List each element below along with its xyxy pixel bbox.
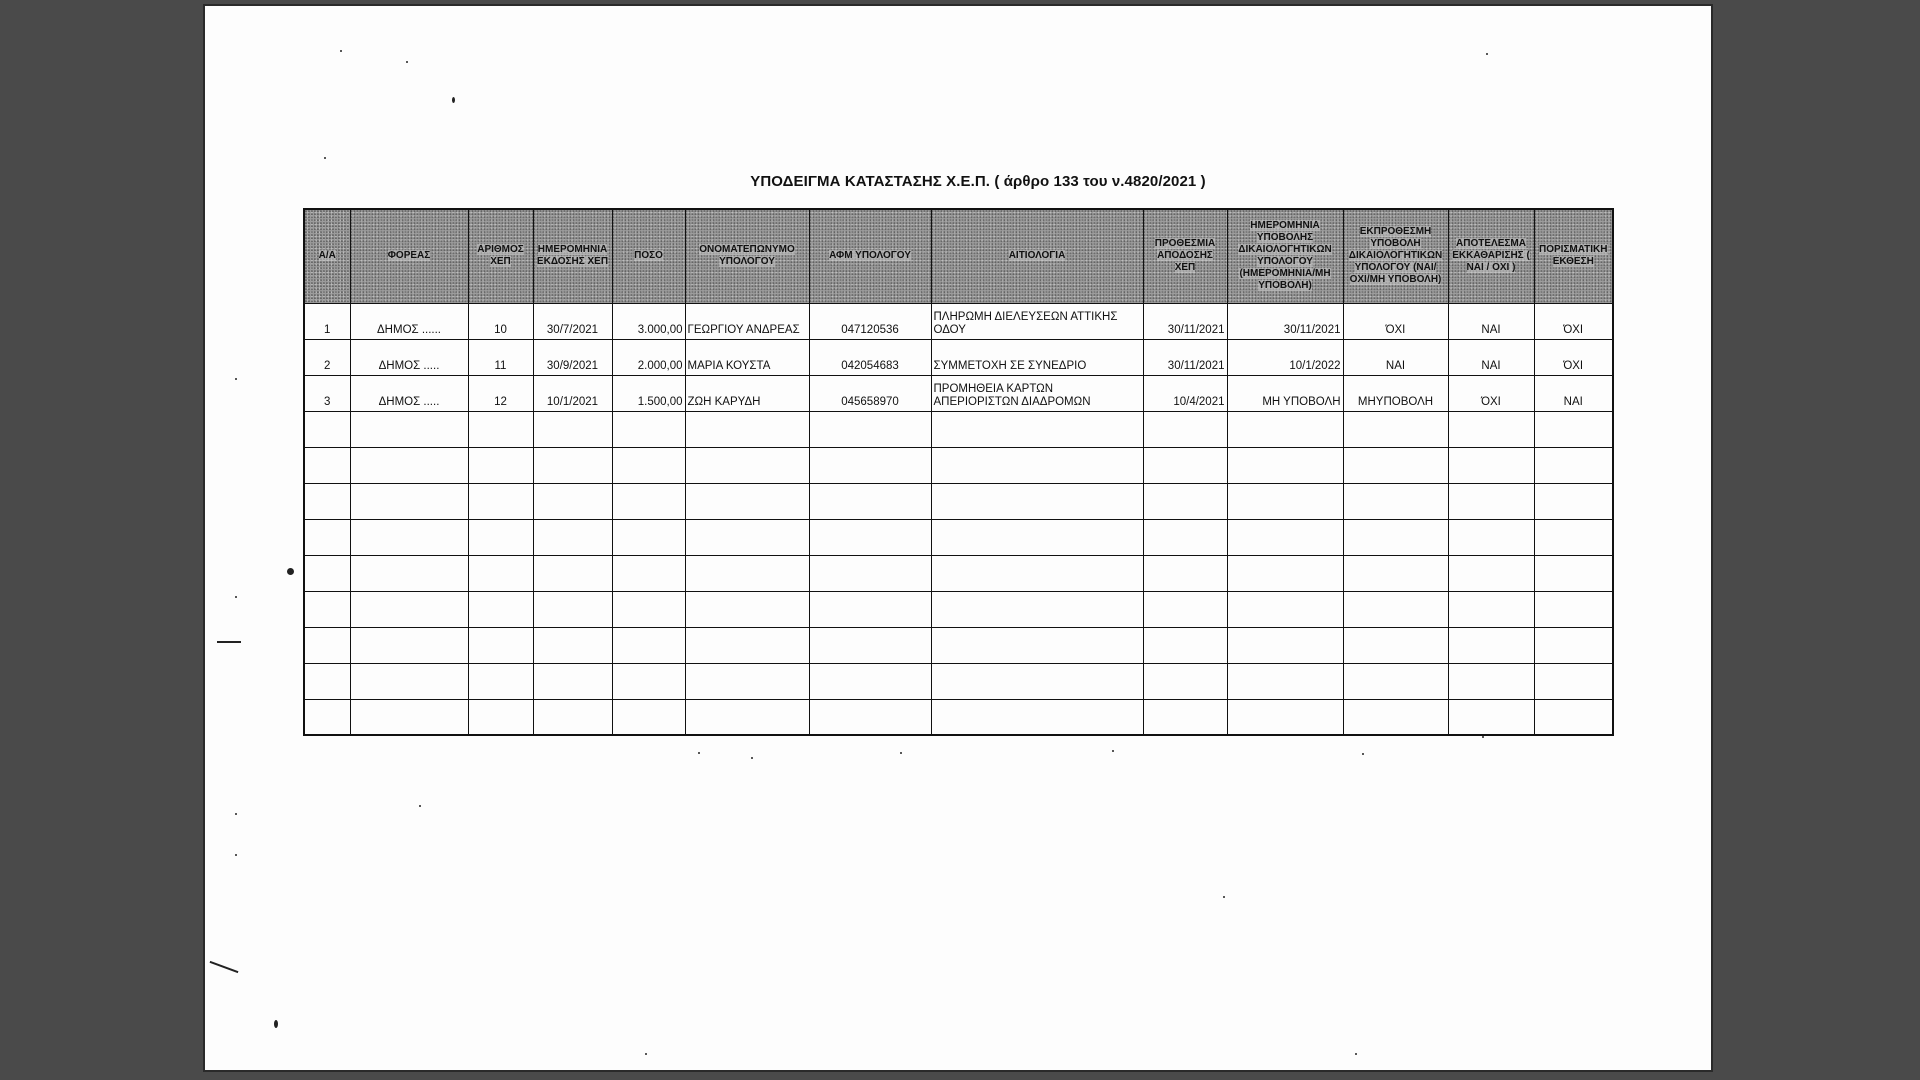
empty-cell bbox=[1143, 591, 1227, 627]
empty-cell bbox=[350, 699, 468, 735]
empty-cell bbox=[533, 519, 612, 555]
empty-cell bbox=[1143, 663, 1227, 699]
empty-cell bbox=[1534, 663, 1613, 699]
empty-cell bbox=[533, 411, 612, 447]
empty-cell bbox=[1227, 591, 1343, 627]
empty-table-row bbox=[304, 411, 1613, 447]
column-header: ΟΝΟΜΑΤΕΠΩΝΥΜΟ ΥΠΟΛΟΓΟΥ bbox=[685, 209, 809, 303]
column-header: ΠΟΡΙΣΜΑΤΙΚΗ ΕΚΘΕΣΗ bbox=[1534, 209, 1613, 303]
column-header: ΑΠΟΤΕΛΕΣΜΑ ΕΚΚΑΘΑΡΙΣΗΣ ( ΝΑΙ / ΟΧΙ ) bbox=[1448, 209, 1534, 303]
empty-cell bbox=[350, 555, 468, 591]
empty-cell bbox=[468, 699, 533, 735]
clearance-result-cell: ΌΧΙ bbox=[1448, 375, 1534, 411]
empty-cell bbox=[304, 411, 350, 447]
empty-cell bbox=[533, 663, 612, 699]
empty-cell bbox=[809, 591, 931, 627]
empty-cell bbox=[533, 591, 612, 627]
justification-cell: ΣΥΜΜΕΤΟΧΗ ΣΕ ΣΥΝΕΔΡΙΟ bbox=[931, 339, 1143, 375]
page-title: ΥΠΟΔΕΙΓΜΑ ΚΑΤΑΣΤΑΣΗΣ Χ.Ε.Π. ( άρθρο 133 του ν.4820/2021 ) bbox=[750, 173, 1206, 190]
issue-date-cell: 30/7/2021 bbox=[533, 303, 612, 339]
empty-cell bbox=[1448, 411, 1534, 447]
empty-cell bbox=[533, 555, 612, 591]
xep-number-cell: 11 bbox=[468, 339, 533, 375]
empty-cell bbox=[1227, 663, 1343, 699]
tax-id-cell: 045658970 bbox=[809, 375, 931, 411]
empty-cell bbox=[350, 591, 468, 627]
empty-cell bbox=[468, 411, 533, 447]
amount-cell: 1.500,00 bbox=[612, 375, 685, 411]
empty-cell bbox=[1227, 699, 1343, 735]
empty-cell bbox=[1343, 663, 1448, 699]
empty-cell bbox=[304, 555, 350, 591]
empty-cell bbox=[931, 699, 1143, 735]
empty-cell bbox=[931, 483, 1143, 519]
late-submission-cell: ΌΧΙ bbox=[1343, 303, 1448, 339]
empty-cell bbox=[612, 627, 685, 663]
empty-table-row bbox=[304, 699, 1613, 735]
accountable-name-cell: ΓΕΩΡΓΙΟΥ ΑΝΔΡΕΑΣ bbox=[685, 303, 809, 339]
empty-table-row bbox=[304, 555, 1613, 591]
empty-cell bbox=[685, 591, 809, 627]
empty-cell bbox=[809, 663, 931, 699]
empty-cell bbox=[1143, 555, 1227, 591]
empty-cell bbox=[1448, 627, 1534, 663]
column-header: ΗΜΕΡΟΜΗΝΙΑ ΥΠΟΒΟΛΗΣ ΔΙΚΑΙΟΛΟΓΗΤΙΚΩΝ ΥΠΟΛΟΓΟΥ (ΗΜΕΡΟΜΗΝΙΑ/ΜΗ ΥΠΟΒΟΛΗ) bbox=[1227, 209, 1343, 303]
row-number-cell: 3 bbox=[304, 375, 350, 411]
empty-cell bbox=[809, 447, 931, 483]
empty-cell bbox=[809, 411, 931, 447]
issue-date-cell: 30/9/2021 bbox=[533, 339, 612, 375]
empty-cell bbox=[1343, 519, 1448, 555]
empty-cell bbox=[1448, 519, 1534, 555]
empty-cell bbox=[1343, 591, 1448, 627]
submission-date-cell: 10/1/2022 bbox=[1227, 339, 1343, 375]
late-submission-cell: ΜΗΥΠΟΒΟΛΗ bbox=[1343, 375, 1448, 411]
empty-cell bbox=[1448, 699, 1534, 735]
justification-cell: ΠΛΗΡΩΜΗ ΔΙΕΛΕΥΣΕΩΝ ΑΤΤΙΚΗΣ ΟΔΟΥ bbox=[931, 303, 1143, 339]
accountable-name-cell: ΜΑΡΙΑ ΚΟΥΣΤΑ bbox=[685, 339, 809, 375]
scanned-page bbox=[203, 4, 1713, 1072]
submission-date-cell: 30/11/2021 bbox=[1227, 303, 1343, 339]
empty-cell bbox=[468, 555, 533, 591]
empty-cell bbox=[468, 663, 533, 699]
empty-cell bbox=[468, 591, 533, 627]
table-header-row bbox=[304, 209, 1613, 303]
xep-number-cell: 10 bbox=[468, 303, 533, 339]
empty-cell bbox=[809, 483, 931, 519]
empty-table-row bbox=[304, 447, 1613, 483]
empty-cell bbox=[612, 591, 685, 627]
column-header: ΦΟΡΕΑΣ bbox=[350, 209, 468, 303]
empty-cell bbox=[533, 627, 612, 663]
empty-cell bbox=[809, 519, 931, 555]
empty-cell bbox=[350, 519, 468, 555]
empty-cell bbox=[1534, 591, 1613, 627]
empty-cell bbox=[685, 699, 809, 735]
xep-number-cell: 12 bbox=[468, 375, 533, 411]
empty-cell bbox=[1227, 519, 1343, 555]
findings-report-cell: ΌΧΙ bbox=[1534, 303, 1613, 339]
empty-table-row bbox=[304, 663, 1613, 699]
empty-cell bbox=[1534, 555, 1613, 591]
empty-cell bbox=[1534, 447, 1613, 483]
empty-cell bbox=[304, 663, 350, 699]
empty-cell bbox=[1227, 555, 1343, 591]
empty-cell bbox=[350, 663, 468, 699]
empty-cell bbox=[931, 627, 1143, 663]
empty-cell bbox=[1143, 627, 1227, 663]
empty-cell bbox=[468, 447, 533, 483]
empty-cell bbox=[304, 447, 350, 483]
column-header: ΕΚΠΡΟΘΕΣΜΗ ΥΠΟΒΟΛΗ ΔΙΚΑΙΟΛΟΓΗΤΙΚΩΝ ΥΠΟΛΟΓΟΥ (ΝΑΙ/ΟΧΙ/ΜΗ ΥΠΟΒΟΛΗ) bbox=[1343, 209, 1448, 303]
accountable-name-cell: ΖΩΗ ΚΑΡΥΔΗ bbox=[685, 375, 809, 411]
table-row bbox=[304, 303, 1613, 339]
empty-cell bbox=[612, 555, 685, 591]
empty-cell bbox=[1534, 483, 1613, 519]
empty-cell bbox=[304, 627, 350, 663]
empty-cell bbox=[468, 519, 533, 555]
empty-cell bbox=[1343, 483, 1448, 519]
deadline-cell: 10/4/2021 bbox=[1143, 375, 1227, 411]
empty-cell bbox=[350, 411, 468, 447]
justification-cell: ΠΡΟΜΗΘΕΙΑ ΚΑΡΤΩΝ ΑΠΕΡΙΟΡΙΣΤΩΝ ΔΙΑΔΡΟΜΩΝ bbox=[931, 375, 1143, 411]
empty-table-row bbox=[304, 591, 1613, 627]
empty-cell bbox=[1227, 627, 1343, 663]
empty-cell bbox=[304, 483, 350, 519]
column-header: ΑΦΜ ΥΠΟΛΟΓΟΥ bbox=[809, 209, 931, 303]
findings-report-cell: ΌΧΙ bbox=[1534, 339, 1613, 375]
row-number-cell: 2 bbox=[304, 339, 350, 375]
late-submission-cell: ΝΑΙ bbox=[1343, 339, 1448, 375]
findings-report-cell: ΝΑΙ bbox=[1534, 375, 1613, 411]
issue-date-cell: 10/1/2021 bbox=[533, 375, 612, 411]
empty-cell bbox=[1143, 519, 1227, 555]
empty-cell bbox=[533, 699, 612, 735]
column-header: ΑΡΙΘΜΟΣ ΧΕΠ bbox=[468, 209, 533, 303]
empty-cell bbox=[1343, 447, 1448, 483]
empty-cell bbox=[468, 483, 533, 519]
empty-cell bbox=[1448, 483, 1534, 519]
tax-id-cell: 042054683 bbox=[809, 339, 931, 375]
empty-table-row bbox=[304, 483, 1613, 519]
empty-cell bbox=[1227, 447, 1343, 483]
empty-cell bbox=[612, 447, 685, 483]
empty-cell bbox=[685, 555, 809, 591]
empty-table-row bbox=[304, 627, 1613, 663]
empty-cell bbox=[1227, 483, 1343, 519]
empty-table-row bbox=[304, 519, 1613, 555]
column-header: ΠΟΣΟ bbox=[612, 209, 685, 303]
empty-cell bbox=[1448, 447, 1534, 483]
submission-date-cell: ΜΗ ΥΠΟΒΟΛΗ bbox=[1227, 375, 1343, 411]
deadline-cell: 30/11/2021 bbox=[1143, 339, 1227, 375]
empty-cell bbox=[1343, 411, 1448, 447]
agency-cell: ΔΗΜΟΣ ...... bbox=[350, 303, 468, 339]
xep-status-table bbox=[303, 208, 1614, 736]
empty-cell bbox=[685, 411, 809, 447]
empty-cell bbox=[1343, 627, 1448, 663]
empty-cell bbox=[304, 519, 350, 555]
column-header: ΑΙΤΙΟΛΟΓΙΑ bbox=[931, 209, 1143, 303]
empty-cell bbox=[931, 591, 1143, 627]
empty-cell bbox=[1534, 699, 1613, 735]
empty-cell bbox=[931, 663, 1143, 699]
empty-cell bbox=[1143, 411, 1227, 447]
empty-cell bbox=[1534, 411, 1613, 447]
empty-cell bbox=[612, 411, 685, 447]
clearance-result-cell: ΝΑΙ bbox=[1448, 303, 1534, 339]
empty-cell bbox=[1227, 411, 1343, 447]
tax-id-cell: 047120536 bbox=[809, 303, 931, 339]
empty-cell bbox=[809, 627, 931, 663]
empty-cell bbox=[1448, 591, 1534, 627]
empty-cell bbox=[350, 627, 468, 663]
empty-cell bbox=[468, 627, 533, 663]
empty-cell bbox=[1143, 447, 1227, 483]
amount-cell: 2.000,00 bbox=[612, 339, 685, 375]
empty-cell bbox=[685, 519, 809, 555]
empty-cell bbox=[685, 483, 809, 519]
deadline-cell: 30/11/2021 bbox=[1143, 303, 1227, 339]
empty-cell bbox=[350, 447, 468, 483]
empty-cell bbox=[1143, 483, 1227, 519]
empty-cell bbox=[612, 699, 685, 735]
column-header: Α/Α bbox=[304, 209, 350, 303]
clearance-result-cell: ΝΑΙ bbox=[1448, 339, 1534, 375]
empty-cell bbox=[931, 519, 1143, 555]
empty-cell bbox=[809, 699, 931, 735]
empty-cell bbox=[533, 447, 612, 483]
empty-cell bbox=[304, 591, 350, 627]
table-row bbox=[304, 375, 1613, 411]
empty-cell bbox=[685, 627, 809, 663]
empty-cell bbox=[612, 483, 685, 519]
empty-cell bbox=[612, 519, 685, 555]
empty-cell bbox=[350, 483, 468, 519]
empty-cell bbox=[612, 663, 685, 699]
empty-cell bbox=[1448, 663, 1534, 699]
empty-cell bbox=[1534, 519, 1613, 555]
empty-cell bbox=[304, 699, 350, 735]
empty-cell bbox=[1343, 699, 1448, 735]
agency-cell: ΔΗΜΟΣ ..... bbox=[350, 375, 468, 411]
empty-cell bbox=[931, 555, 1143, 591]
column-header: ΗΜΕΡΟΜΗΝΙΑ ΕΚΔΟΣΗΣ ΧΕΠ bbox=[533, 209, 612, 303]
empty-cell bbox=[1343, 555, 1448, 591]
agency-cell: ΔΗΜΟΣ ..... bbox=[350, 339, 468, 375]
empty-cell bbox=[809, 555, 931, 591]
empty-cell bbox=[1534, 627, 1613, 663]
empty-cell bbox=[685, 447, 809, 483]
column-header: ΠΡΟΘΕΣΜΙΑ ΑΠΟΔΟΣΗΣ ΧΕΠ bbox=[1143, 209, 1227, 303]
empty-cell bbox=[931, 411, 1143, 447]
row-number-cell: 1 bbox=[304, 303, 350, 339]
empty-cell bbox=[1448, 555, 1534, 591]
table-row bbox=[304, 339, 1613, 375]
amount-cell: 3.000,00 bbox=[612, 303, 685, 339]
empty-cell bbox=[931, 447, 1143, 483]
empty-cell bbox=[533, 483, 612, 519]
empty-cell bbox=[1143, 699, 1227, 735]
empty-cell bbox=[685, 663, 809, 699]
